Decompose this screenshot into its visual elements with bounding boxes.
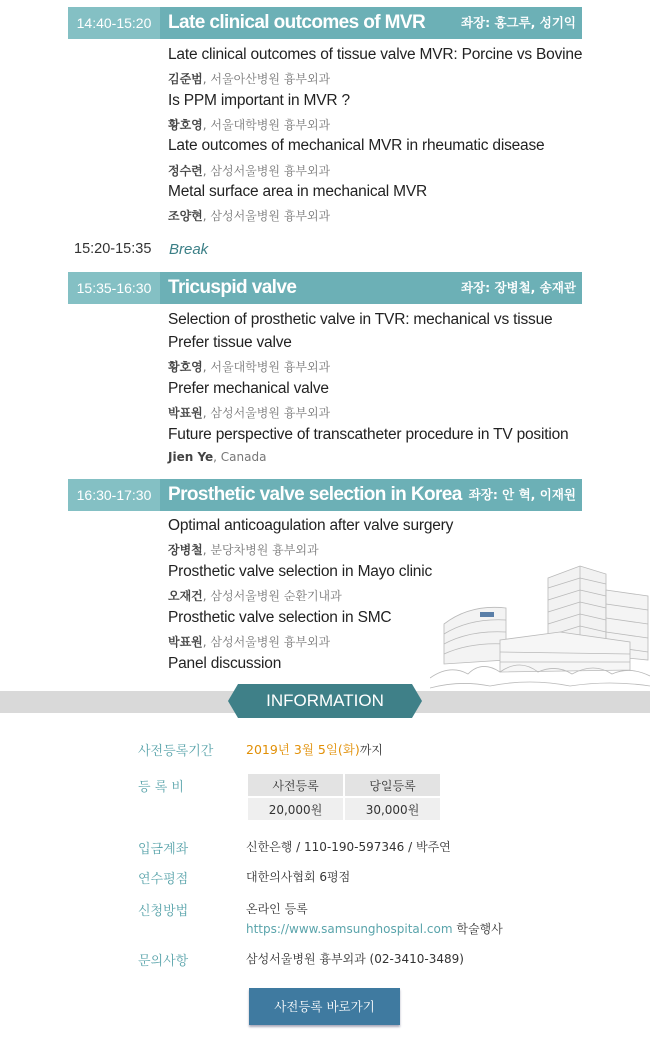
information-heading: INFORMATION bbox=[238, 684, 412, 718]
credit-label: 연수평점 bbox=[138, 872, 189, 887]
talk-speaker bbox=[168, 450, 266, 464]
talk-speaker bbox=[168, 404, 330, 421]
speaker-affiliation: , 서울아산병원 흉부외과 bbox=[202, 72, 331, 86]
credit-value: 대한의사협회 6평점 bbox=[246, 870, 351, 884]
apply-label: 신청방법 bbox=[138, 904, 189, 919]
speaker-name: 박표원 bbox=[168, 406, 203, 420]
session-title: Late clinical outcomes of MVR bbox=[168, 12, 426, 33]
talk-speaker bbox=[168, 207, 330, 224]
speaker-affiliation: , 서울대학병원 흉부외과 bbox=[202, 360, 331, 374]
talk-title: Late clinical outcomes of tissue valve MVR: Porcine vs Bovine bbox=[168, 46, 583, 63]
session-time: 15:35-16:30 bbox=[76, 280, 152, 296]
speaker-name: 정수련 bbox=[168, 164, 203, 178]
prereg-label: 사전등록기간 bbox=[138, 744, 214, 759]
fee-value-prereg: 20,000원 bbox=[248, 798, 343, 820]
fee-header-onsite: 당일등록 bbox=[345, 774, 440, 796]
speaker-affiliation: , 삼성서울병원 흉부외과 bbox=[202, 635, 331, 649]
speaker-affiliation: , 삼성서울병원 흉부외과 bbox=[202, 164, 331, 178]
session-2-header bbox=[68, 272, 582, 304]
session-title-bar bbox=[160, 479, 582, 511]
talk-speaker bbox=[168, 633, 330, 650]
talk-speaker bbox=[168, 541, 319, 558]
talk-speaker bbox=[168, 116, 330, 133]
session-title-bar bbox=[160, 272, 582, 304]
preregister-button[interactable]: 사전등록 바로가기 bbox=[249, 988, 400, 1025]
prereg-value bbox=[246, 740, 383, 758]
fee-header-prereg: 사전등록 bbox=[248, 774, 343, 796]
contact-label: 문의사항 bbox=[138, 954, 189, 969]
talk-title: Future perspective of transcatheter procedure in TV position bbox=[168, 426, 569, 443]
talk-speaker bbox=[168, 162, 330, 179]
speaker-name: 박표원 bbox=[168, 635, 203, 649]
talk-title: Selection of prosthetic valve in TVR: mechanical vs tissue bbox=[168, 311, 553, 328]
talk-title: Optimal anticoagulation after valve surgery bbox=[168, 517, 454, 534]
session-title: Prosthetic valve selection in Korea bbox=[168, 484, 462, 505]
fee-label: 등 록 비 bbox=[138, 780, 184, 795]
speaker-affiliation: , 삼성서울병원 흉부외과 bbox=[202, 209, 331, 223]
talk-speaker bbox=[168, 70, 330, 87]
apply-suffix: 학술행사 bbox=[452, 922, 503, 936]
speaker-name: 황호영 bbox=[168, 118, 203, 132]
talk-title: Panel discussion bbox=[168, 655, 282, 672]
speaker-affiliation: , Canada bbox=[213, 450, 267, 464]
session-3-header bbox=[68, 479, 582, 511]
talk-title: Prefer mechanical valve bbox=[168, 380, 329, 397]
session-time: 14:40-15:20 bbox=[76, 15, 152, 31]
talk-speaker bbox=[168, 358, 330, 375]
speaker-name: 조양현 bbox=[168, 209, 203, 223]
session-chair: 좌장: 장병철, 송재관 bbox=[460, 280, 576, 295]
talk-title: Is PPM important in MVR ? bbox=[168, 92, 350, 109]
hospital-illustration bbox=[430, 560, 650, 692]
session-time: 16:30-17:30 bbox=[76, 487, 152, 503]
talk-title: Late outcomes of mechanical MVR in rheumatic disease bbox=[168, 137, 545, 154]
account-label: 입금계좌 bbox=[138, 842, 189, 857]
fee-table bbox=[246, 772, 442, 822]
speaker-name: 장병철 bbox=[168, 543, 203, 557]
talk-title: Prefer tissue valve bbox=[168, 334, 292, 351]
prereg-date: 2019년 3월 5일(화) bbox=[246, 742, 360, 757]
speaker-name: 오재건 bbox=[168, 589, 203, 603]
session-title-bar bbox=[160, 7, 582, 39]
speaker-affiliation: , 분당차병원 흉부외과 bbox=[202, 543, 319, 557]
speaker-affiliation: , 서울대학병원 흉부외과 bbox=[202, 118, 331, 132]
talk-title: Prosthetic valve selection in SMC bbox=[168, 609, 392, 626]
prereg-suffix: 까지 bbox=[359, 743, 383, 757]
session-1-header bbox=[68, 7, 582, 39]
speaker-name: 김준범 bbox=[168, 72, 203, 86]
apply-method: 온라인 등록 bbox=[246, 902, 308, 916]
speaker-affiliation: , 삼성서울병원 흉부외과 bbox=[202, 406, 331, 420]
break-label: Break bbox=[169, 241, 209, 258]
session-chair: 좌장: 홍그루, 성기익 bbox=[460, 15, 576, 30]
speaker-name: Jien Ye bbox=[168, 450, 214, 464]
break-time: 15:20-15:35 bbox=[74, 241, 152, 257]
apply-link-line bbox=[246, 920, 503, 937]
account-value: 신한은행 / 110-190-597346 / 박주연 bbox=[246, 840, 451, 854]
fee-value-onsite: 30,000원 bbox=[345, 798, 440, 820]
apply-url-link[interactable]: https://www.samsunghospital.com bbox=[246, 922, 453, 936]
speaker-affiliation: , 삼성서울병원 순환기내과 bbox=[202, 589, 342, 603]
talk-speaker bbox=[168, 587, 342, 604]
talk-title: Prosthetic valve selection in Mayo clinic bbox=[168, 563, 433, 580]
speaker-name: 황호영 bbox=[168, 360, 203, 374]
talk-title: Metal surface area in mechanical MVR bbox=[168, 183, 427, 200]
session-title: Tricuspid valve bbox=[168, 277, 297, 298]
session-chair: 좌장: 안 혁, 이재원 bbox=[468, 487, 576, 502]
contact-value: 삼성서울병원 흉부외과 (02-3410-3489) bbox=[246, 952, 464, 966]
